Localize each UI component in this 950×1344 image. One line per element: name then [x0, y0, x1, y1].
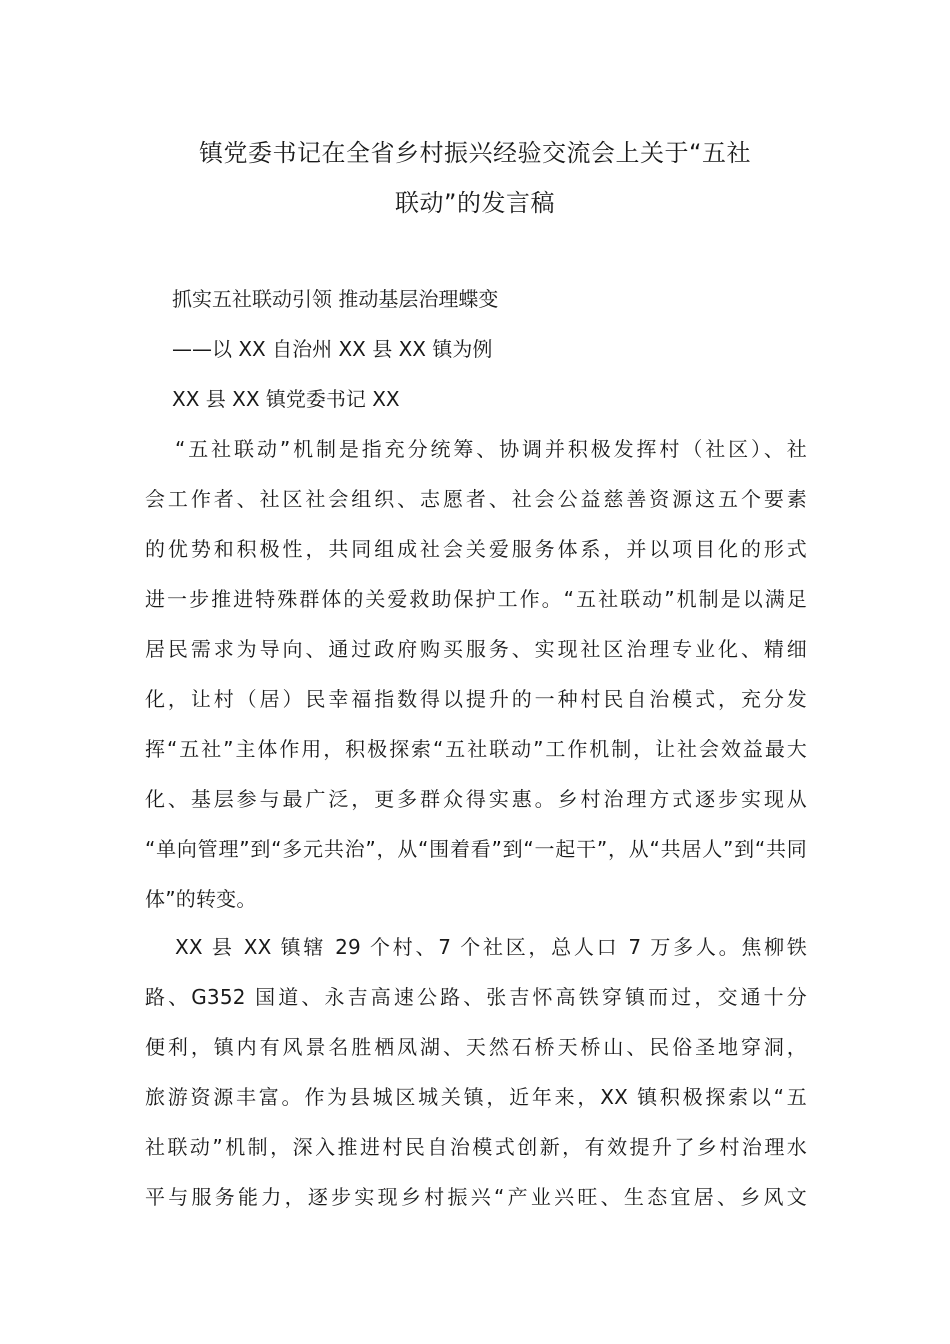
- title-line: 联动”的发言稿: [395, 189, 555, 217]
- title-line: 镇党委书记在全省乡村振兴经验交流会上关于“五社: [199, 139, 751, 167]
- paragraph-2: [145, 922, 807, 1222]
- paragraph-1: [145, 424, 807, 924]
- paragraph-line: 便利，镇内有风景名胜栖凤湖、天然石桥天桥山、民俗圣地穿洞，: [145, 1035, 807, 1059]
- paragraph-line: 挥“五社”主体作用，积极探索“五社联动”工作机制，让社会效益最大: [145, 737, 807, 761]
- author-line: XX 县 XX 镇党委书记 XX: [172, 387, 400, 411]
- paragraph-line: “单向管理”到“多元共治”，从“围着看”到“一起干”，从“共居人”到“共同: [145, 837, 807, 861]
- paragraph-line: 会工作者、社区社会组织、志愿者、社会公益慈善资源这五个要素: [145, 487, 807, 511]
- paragraph-line: 旅游资源丰富。作为县城区城关镇，近年来，XX 镇积极探索以“五: [145, 1085, 807, 1109]
- paragraph-line: 的优势和积极性，共同组成社会关爱服务体系，并以项目化的形式: [145, 537, 807, 561]
- paragraph-line: 社联动”机制，深入推进村民自治模式创新，有效提升了乡村治理水: [145, 1135, 807, 1159]
- paragraph-line: 化，让村（居）民幸福指数得以提升的一种村民自治模式，充分发: [145, 687, 807, 711]
- paragraph-line: 进一步推进特殊群体的关爱救助保护工作。“五社联动”机制是以满足: [145, 587, 807, 611]
- paragraph-line: XX 县 XX 镇辖 29 个村、7 个社区，总人口 7 万多人。焦柳铁: [175, 935, 807, 959]
- subtitle: 抓实五社联动引领 推动基层治理蝶变: [172, 287, 499, 311]
- paragraph-line: “五社联动”机制是指充分统筹、协调并积极发挥村（社区）、社: [175, 437, 807, 461]
- document-title: [145, 128, 805, 228]
- subtitle-example: ——以 XX 自治州 XX 县 XX 镇为例: [172, 337, 493, 361]
- paragraph-line: 平与服务能力，逐步实现乡村振兴“产业兴旺、生态宜居、乡风文: [145, 1185, 807, 1209]
- paragraph-line: 体”的转变。: [145, 887, 257, 911]
- paragraph-line: 居民需求为导向、通过政府购买服务、实现社区治理专业化、精细: [145, 637, 807, 661]
- paragraph-line: 化、基层参与最广泛，更多群众得实惠。乡村治理方式逐步实现从: [145, 787, 807, 811]
- paragraph-line: 路、G352 国道、永吉高速公路、张吉怀高铁穿镇而过，交通十分: [145, 985, 807, 1009]
